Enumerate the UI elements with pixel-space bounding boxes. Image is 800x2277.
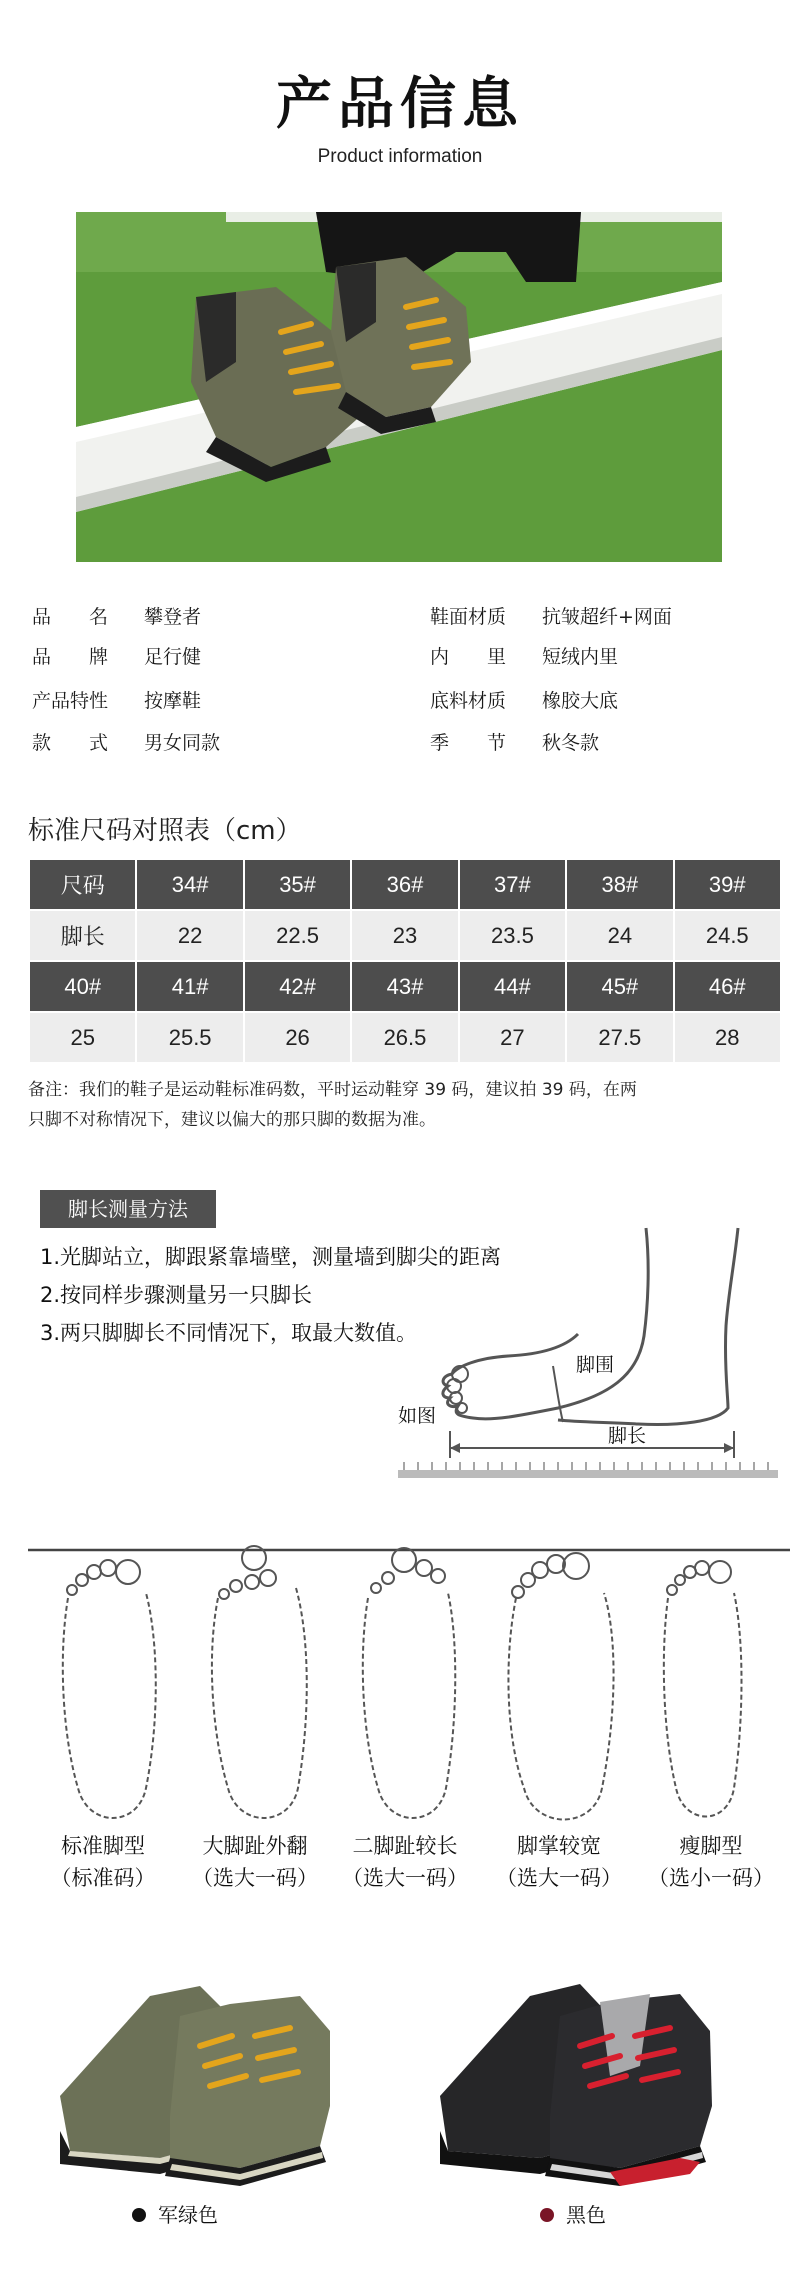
info-value: 足行健 [144,646,202,668]
foot-type-label [180,1830,330,1894]
size-table-cell: 22 [136,910,243,961]
size-table-cell: 35# [244,859,351,910]
foot-type-advice: （选大一码） [192,1866,318,1890]
method-badge: 脚长测量方法 [40,1190,216,1228]
foot-type-name: 标准脚型 [61,1834,145,1858]
black-shoe-image [440,1984,712,2186]
size-table-cell: 28 [674,1012,781,1063]
foot-measure-diagram [398,1226,778,1482]
color-option-black[interactable] [540,2200,606,2230]
size-table-cell: 24 [566,910,673,961]
method-step: 3.两只脚脚长不同情况下，取最大数值。 [40,1321,418,1345]
page-header [0,70,800,168]
foot-type-name: 瘦脚型 [679,1834,743,1858]
size-table-cell: 36# [351,859,458,910]
size-table-cell: 44# [459,961,566,1012]
size-table-cell: 尺码 [29,859,136,910]
info-label: 品 名 [32,606,109,628]
size-table-cell: 22.5 [244,910,351,961]
size-table-cell: 23.5 [459,910,566,961]
info-label: 产品特性 [32,690,109,712]
size-table-cell: 25 [29,1012,136,1063]
info-label: 款 式 [32,732,109,754]
size-note-line: 备注：我们的鞋子是运动鞋标准码数，平时运动鞋穿 39 码，建议拍 39 码，在两 [28,1080,637,1100]
size-table-cell: 34# [136,859,243,910]
size-chart-table [28,858,782,1064]
size-table-cell: 43# [351,961,458,1012]
diagram-label-length: 脚长 [608,1425,647,1447]
color-name: 军绿色 [158,2203,218,2227]
size-table-cell: 27 [459,1012,566,1063]
product-hero-photo [76,212,722,562]
method-step: 1.光脚站立，脚跟紧靠墙壁，测量墙到脚尖的距离 [40,1245,502,1269]
method-step: 2.按同样步骤测量另一只脚长 [40,1283,313,1307]
color-variants-photo [0,1936,800,2196]
info-label: 季 节 [430,732,507,754]
foot-type-advice: （选大一码） [496,1866,622,1890]
info-value: 攀登者 [144,606,202,628]
size-table-cell: 26.5 [351,1012,458,1063]
size-table-row [29,1012,781,1063]
size-table-cell: 39# [674,859,781,910]
foot-type-label [28,1830,178,1894]
size-table-cell: 37# [459,859,566,910]
size-table-cell: 脚长 [29,910,136,961]
diagram-label-as-shown: 如图 [398,1405,437,1427]
foot-type-name: 脚掌较宽 [517,1834,601,1858]
size-table-cell: 38# [566,859,673,910]
size-table-cell: 26 [244,1012,351,1063]
size-table-cell: 25.5 [136,1012,243,1063]
foot-type-labels [28,1830,790,1900]
foot-type-name: 二脚趾较长 [352,1834,458,1858]
size-table-row [29,961,781,1012]
foot-type-label [636,1830,786,1894]
info-value: 按摩鞋 [144,690,202,712]
green-shoe-image [60,1986,330,2186]
size-table-cell: 45# [566,961,673,1012]
info-label: 底料材质 [430,690,507,712]
diagram-label-girth: 脚围 [576,1354,615,1376]
size-table-cell: 24.5 [674,910,781,961]
info-label: 鞋面材质 [430,606,507,628]
info-value: 抗皱超纤+网面 [542,606,672,628]
size-table-row [29,910,781,961]
foot-type-label [330,1830,480,1894]
info-label: 品 牌 [32,646,109,668]
foot-type-name: 大脚趾外翻 [202,1834,308,1858]
color-option-green[interactable] [132,2200,218,2230]
info-value: 短绒内里 [542,646,619,668]
foot-type-advice: （选大一码） [342,1866,468,1890]
color-dot-icon [540,2208,554,2222]
foot-types-diagram [28,1538,790,1858]
info-label: 内 里 [430,646,507,668]
info-value: 橡胶大底 [542,690,619,712]
page-title: 产品信息 [276,72,524,137]
info-value: 男女同款 [144,732,221,754]
size-table-cell: 23 [351,910,458,961]
size-table-cell: 41# [136,961,243,1012]
page-subtitle: Product information [317,146,483,167]
color-dot-icon [132,2208,146,2222]
size-note [28,1075,780,1135]
foot-type-advice: （标准码） [50,1866,156,1890]
size-table-cell: 42# [244,961,351,1012]
size-table-row [29,859,781,910]
size-chart-title: 标准尺码对照表（cm） [28,816,302,846]
color-name: 黑色 [566,2203,606,2227]
size-table-cell: 40# [29,961,136,1012]
size-table-cell: 27.5 [566,1012,673,1063]
foot-type-label [484,1830,634,1894]
size-note-line: 只脚不对称情况下，建议以偏大的那只脚的数据为准。 [28,1110,436,1130]
size-table-cell: 46# [674,961,781,1012]
foot-type-advice: （选小一码） [648,1866,774,1890]
info-value: 秋冬款 [542,732,600,754]
